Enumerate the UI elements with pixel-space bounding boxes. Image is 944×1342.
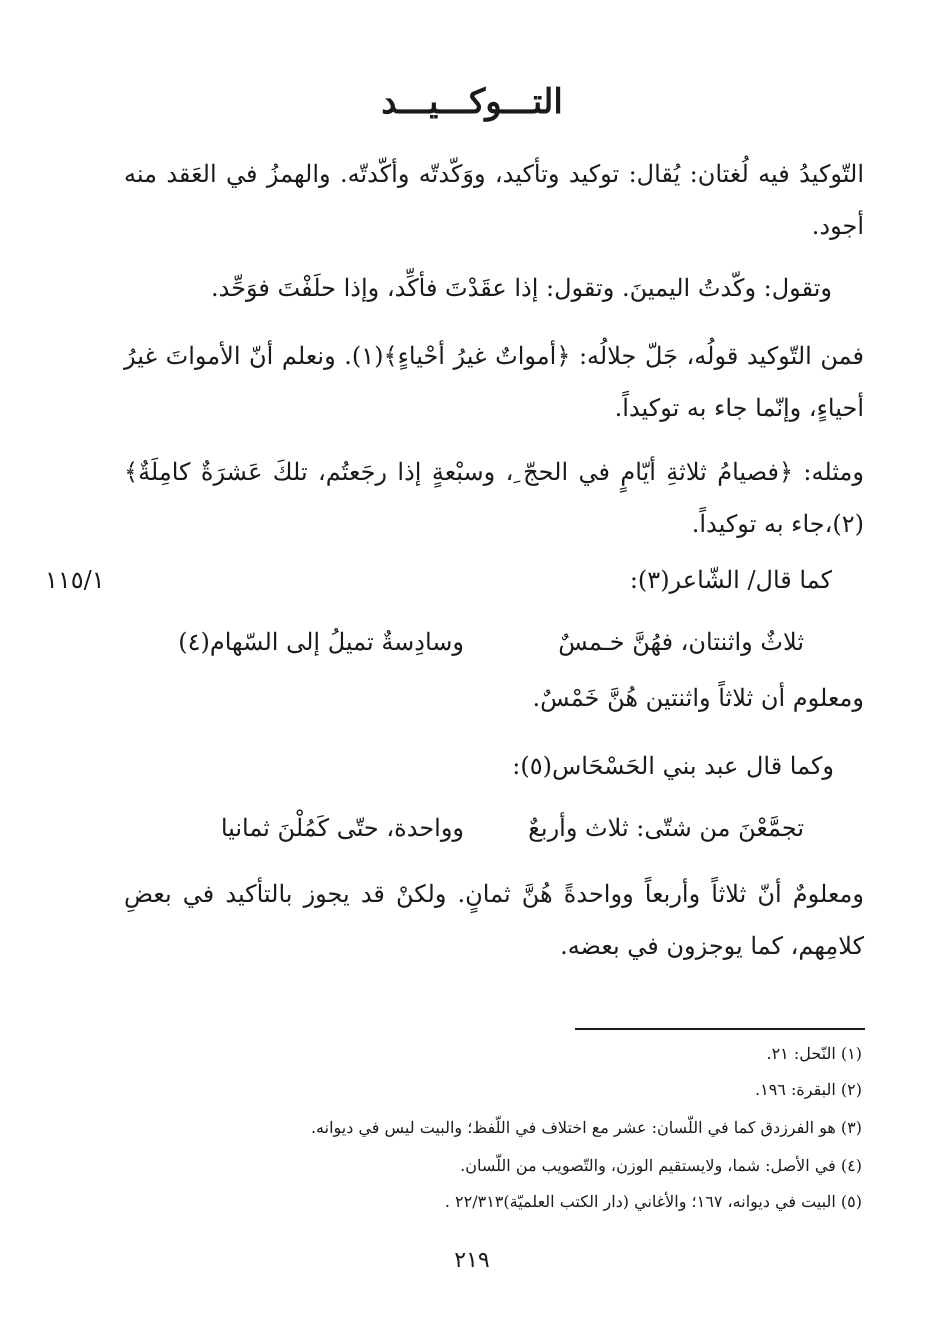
paragraph-quran-example-2: ومثله: ﴿فصيامُ ثلاثةِ أيّامٍ في الحجّ ِ، وسبْعةٍ إذا رجَعتُم، تلكَ عَشرَةٌ كامِلَةٌ﴾(٢)،جاء به توكيداً. [124,458,864,538]
verse-2-first-hemistich: تجمَّعْنَ من شتّى: ثلاث وأربعٌ [528,814,804,842]
footnote-4: (٤) في الأصل: شما، ولايستقيم الوزن، والتّصويب من اللّسان. [460,1156,862,1175]
paragraph-definition: التّوكيدُ فيه لُغتان: يُقال: توكيد وتأكيد، ووَكّدتّه وأكّدتّه. والهمزُ في العَقد منه أجود. [124,160,864,240]
page-number: ٢١٩ [454,1248,490,1273]
verse-1-note: ومعلوم أن ثلاثاً واثنتين هُنَّ خَمْسٌ. [532,684,864,712]
verse-1-second-hemistich: وسادِسةٌ تميلُ إلى السّهام(٤) [178,628,464,656]
paragraph-quran-example-1: فمن التّوكيد قولُه، جَلّ جلالُه: ﴿أمواتٌ غيرُ أحْياءٍ﴾(١). ونعلم أنّ الأمواتَ غيرُ أحياءٍ، وإنّما جاء به توكيداً. [124,342,865,422]
paragraph-closing: ومعلومٌ أنّ ثلاثاً وأربعاً وواحدةً هُنَّ ثمانٍ. ولكنْ قد يجوز بالتأكيد في بعضِ كلامِهم، كما يوجزون في بعضه. [124,880,864,960]
footnote-3: (٣) هو الفرزدق كما في اللّسان: عشر مع اختلاف في اللّفظ؛ والبيت ليس في ديوانه. [310,1118,862,1137]
verse-2-second-hemistich: وواحدة، حتّى كَمُلْنَ ثمانيا [220,814,464,842]
footnote-5: (٥) البيت في ديوانه، ١٦٧؛ والأغاني (دار الكتب العلميّة)٢٢/٣١٣ . [444,1192,862,1211]
footnote-1: (١) النّحل: ٢١. [766,1044,862,1063]
footnote-separator [575,1028,865,1030]
chapter-title: التـــوكـــيـــد [381,82,563,122]
verse-1-first-hemistich: ثلاثٌ واثنتان، فهُنَّ خـمسٌ [558,628,804,656]
margin-reference: ١١٥/١ [45,566,105,594]
poet-intro-2: وكما قال عبد بني الحَسْحَاس(٥): [512,752,834,780]
footnote-2: (٢) البقرة: ١٩٦. [755,1080,862,1099]
paragraph-oath: وتقول: وكّدتُ اليمينَ. وتقول: إذا عقَدْتَ فأكِّد، وإذا حلَفْتَ فوَحِّد. [210,274,832,302]
poet-intro-1: كما قال/ الشّاعر(٣): [629,566,832,594]
